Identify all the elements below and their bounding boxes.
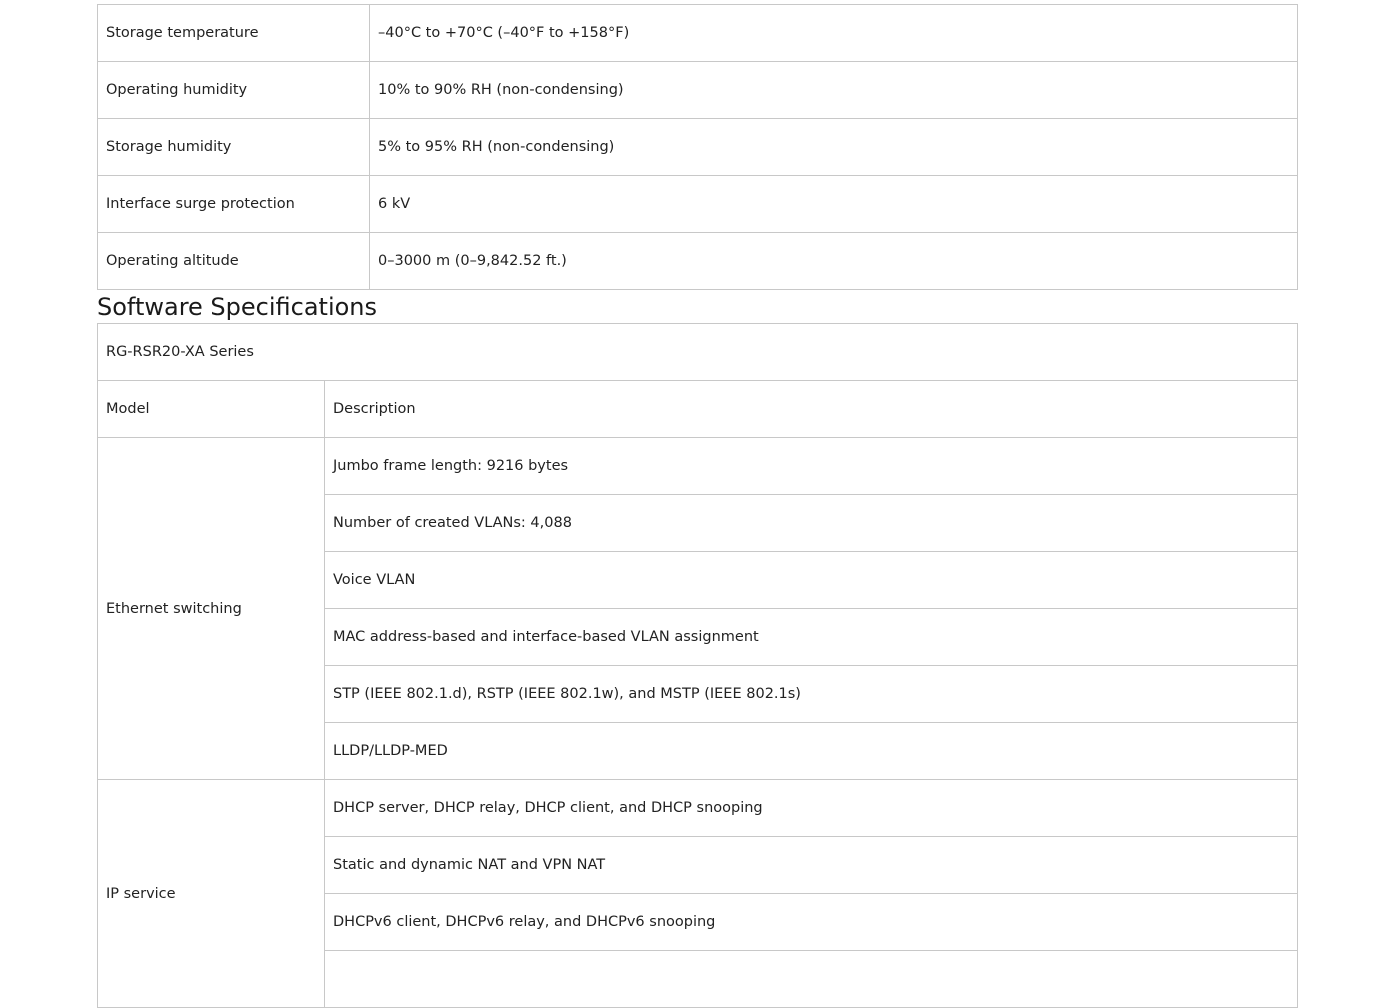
feature-item: LLDP/LLDP-MED <box>325 723 1298 780</box>
scrollbar[interactable] <box>1386 0 1400 957</box>
table-row <box>98 324 1298 381</box>
environment-specs-table <box>97 4 1298 290</box>
feature-item: MAC address-based and interface-based VLAN assignment <box>325 609 1298 666</box>
table-row <box>98 780 1298 837</box>
table-row <box>98 438 1298 495</box>
spec-label: Interface surge protection <box>98 176 370 233</box>
feature-item: Jumbo frame length: 9216 bytes <box>325 438 1298 495</box>
feature-item: Voice VLAN <box>325 552 1298 609</box>
table-row <box>98 5 1298 62</box>
table-row <box>98 119 1298 176</box>
group-ethernet-switching: Ethernet switching <box>98 438 325 780</box>
feature-item: DHCP server, DHCP relay, DHCP client, and DHCP snooping <box>325 780 1298 837</box>
model-header: Model <box>98 381 325 438</box>
feature-item: Number of created VLANs: 4,088 <box>325 495 1298 552</box>
feature-item <box>325 951 1298 1008</box>
software-specs-table <box>97 323 1298 1008</box>
spec-value: 0–3000 m (0–9,842.52 ft.) <box>370 233 1298 290</box>
spec-value: 6 kV <box>370 176 1298 233</box>
feature-item: STP (IEEE 802.1.d), RSTP (IEEE 802.1w), and MSTP (IEEE 802.1s) <box>325 666 1298 723</box>
spec-label: Operating humidity <box>98 62 370 119</box>
feature-item: DHCPv6 client, DHCPv6 relay, and DHCPv6 snooping <box>325 894 1298 951</box>
table-header-row <box>98 381 1298 438</box>
feature-item: Static and dynamic NAT and VPN NAT <box>325 837 1298 894</box>
spec-value: 10% to 90% RH (non-condensing) <box>370 62 1298 119</box>
spec-label: Operating altitude <box>98 233 370 290</box>
group-ip-service: IP service <box>98 780 325 1008</box>
section-title: Software Specifications <box>97 293 378 321</box>
spec-label: Storage temperature <box>98 5 370 62</box>
spec-value: 5% to 95% RH (non-condensing) <box>370 119 1298 176</box>
description-header: Description <box>325 381 1298 438</box>
table-row <box>98 176 1298 233</box>
series-name: RG-RSR20-XA Series <box>98 324 1298 381</box>
spec-value: –40°C to +70°C (–40°F to +158°F) <box>370 5 1298 62</box>
table-row <box>98 233 1298 290</box>
spec-label: Storage humidity <box>98 119 370 176</box>
table-row <box>98 62 1298 119</box>
